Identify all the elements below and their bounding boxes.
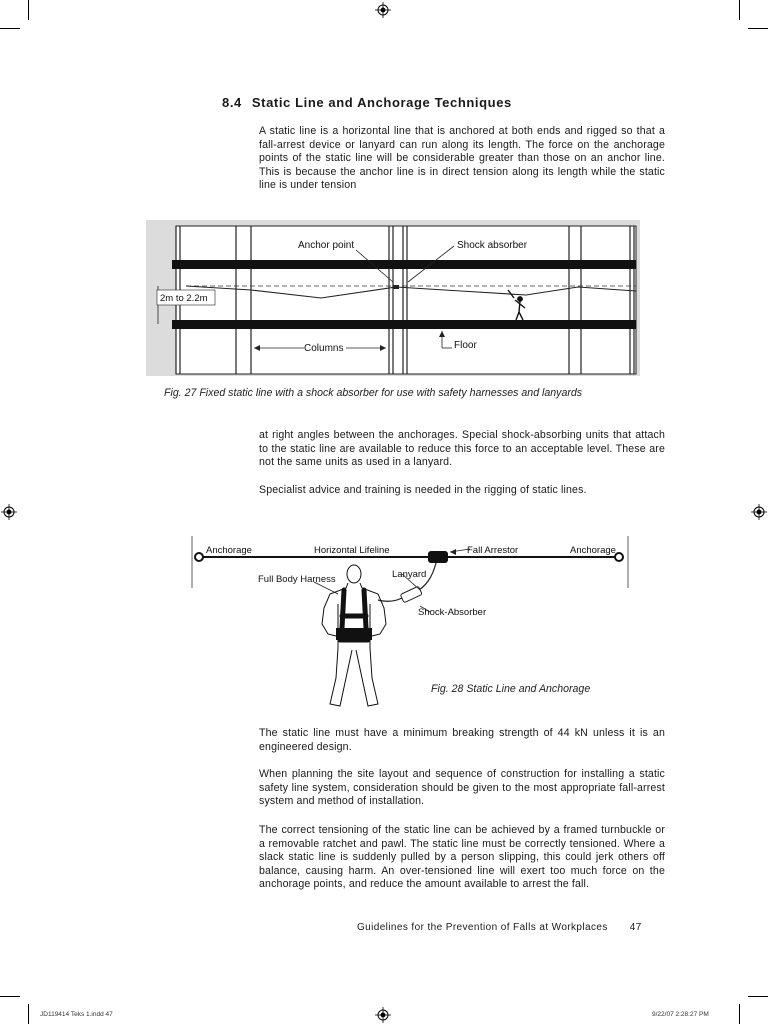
shock-absorber-label: Shock absorber bbox=[457, 240, 528, 251]
shock-absorber-label: Shock-Absorber bbox=[418, 607, 487, 618]
paragraph-4: The static line must have a minimum breaking strength of 44 kN unless it is an engineered design. bbox=[259, 727, 665, 753]
section-heading bbox=[222, 95, 512, 110]
slug-timestamp: 9/22/07 2:28:27 PM bbox=[652, 1011, 709, 1018]
crop-mark bbox=[748, 996, 768, 997]
fall-arrestor-label: Fall Arrestor bbox=[467, 545, 519, 556]
paragraph-3: Specialist advice and training is needed in the rigging of static lines. bbox=[259, 484, 587, 496]
full-body-harness-label: Full Body Harness bbox=[258, 574, 336, 585]
section-number: 8.4 bbox=[222, 95, 242, 110]
paragraph-2: at right angles between the anchorages. Special shock-absorbing units that attach to the static line are available to reduce this force to an acceptable level. These are not the same units as used in a lanyard. bbox=[259, 429, 665, 469]
columns-label: Columns bbox=[304, 343, 344, 354]
floor-label: Floor bbox=[454, 340, 477, 351]
paragraph-5: When planning the site layout and sequence of construction for installing a static safety line system, consideration should be given to the most appropriate fall-arrest system and method of installation. bbox=[259, 768, 665, 808]
crop-mark bbox=[28, 1004, 29, 1024]
fig27-caption: Fig. 27 Fixed static line with a shock absorber for use with safety harnesses and lanyards bbox=[164, 387, 583, 399]
registration-mark-icon bbox=[375, 1007, 391, 1023]
slug-file: JD119414 Teks 1.indd 47 bbox=[40, 1011, 113, 1018]
fig28-caption: Fig. 28 Static Line and Anchorage bbox=[431, 683, 591, 695]
lanyard-label: Lanyard bbox=[392, 569, 427, 580]
registration-mark-icon bbox=[375, 2, 391, 18]
page-number: 47 bbox=[629, 922, 642, 933]
height-label: 2m to 2.2m bbox=[160, 293, 208, 304]
anchorage-right-label: Anchorage bbox=[570, 545, 616, 556]
anchor-point-label: Anchor point bbox=[298, 240, 355, 251]
crop-mark bbox=[0, 996, 20, 997]
registration-mark-icon bbox=[1, 504, 17, 520]
crop-mark bbox=[739, 1004, 740, 1024]
crop-mark bbox=[28, 0, 29, 20]
crop-mark bbox=[739, 0, 740, 20]
anchorage-left-label: Anchorage bbox=[206, 545, 252, 556]
paragraph-1: A static line is a horizontal line that is anchored at both ends and rigged so that a fall-arrest device or lanyard can run along its length. The force on the anchorage points of the static line will be considerable greater than those on an anchor line. This is because the anchor line is in direct tension along its length while the static line is under tension bbox=[259, 125, 665, 192]
horizontal-lifeline-label: Horizontal Lifeline bbox=[314, 545, 390, 556]
footer-title: Guidelines for the Prevention of Falls at Workplaces bbox=[357, 922, 608, 933]
paragraph-6: The correct tensioning of the static line can be achieved by a framed turnbuckle or a removable ratchet and pawl. The static line must be correctly tensioned. Where a slack static line is suddenly pulled by a person slipping, this could jerk others off balance, causing harm. An over-tensioned line will exert too much force on the anchorage points, and reduce the amount available to arrest the fall. bbox=[259, 824, 665, 891]
crop-mark bbox=[748, 28, 768, 29]
registration-mark-icon bbox=[751, 504, 767, 520]
section-title: Static Line and Anchorage Techniques bbox=[251, 95, 512, 110]
fig27-diagram bbox=[146, 220, 640, 376]
crop-mark bbox=[0, 28, 20, 29]
page-footer bbox=[357, 922, 642, 933]
